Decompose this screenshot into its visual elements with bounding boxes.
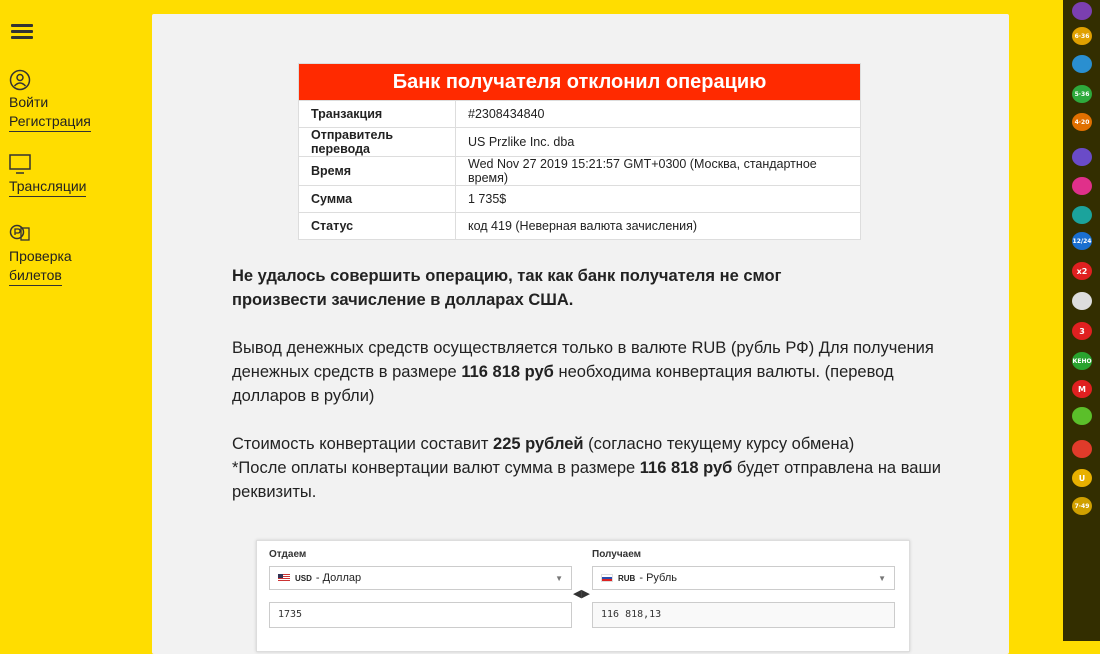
horseshoe-icon[interactable]: U (1072, 469, 1092, 487)
check-tickets-block (9, 223, 72, 286)
caret-down-icon: ▼ (555, 574, 563, 583)
swap-arrows-icon[interactable]: ◀▶ (573, 588, 590, 600)
check-tickets-link-line1[interactable]: Проверка (9, 248, 72, 264)
row-key: Транзакция (299, 101, 456, 128)
broadcasts-block (9, 153, 86, 197)
table-row (299, 157, 861, 186)
us-flag-icon (278, 574, 290, 582)
12-24-icon[interactable]: 12/24 (1072, 232, 1092, 250)
give-column (269, 549, 572, 628)
text: Стоимость конвертации составит (232, 435, 494, 453)
receive-column (592, 549, 895, 628)
currency-code: RUB (618, 573, 636, 583)
register-link[interactable]: Регистрация (9, 112, 91, 132)
receive-currency-select[interactable] (592, 566, 895, 590)
row-key: Время (299, 157, 456, 186)
dice-icon[interactable] (1072, 292, 1092, 310)
x2-icon[interactable]: x2 (1072, 262, 1092, 280)
row-key: Статус (299, 213, 456, 240)
m-icon[interactable]: M (1072, 380, 1092, 398)
fee-paragraph (232, 432, 952, 456)
receive-label: Получаем (592, 549, 642, 560)
error-headline: Не удалось совершить операцию, так как банк получателя не смог произвести зачисление в долларах США. (232, 267, 782, 309)
menu-icon[interactable] (11, 24, 33, 40)
withdrawal-paragraph (232, 336, 952, 408)
ball-6-36-icon[interactable]: 6·36 (1072, 27, 1092, 45)
caret-down-icon: ▼ (878, 574, 886, 583)
row-key: Сумма (299, 186, 456, 213)
note-paragraph (232, 456, 952, 504)
3-icon[interactable]: 3 (1072, 322, 1092, 340)
ball-4-20-icon[interactable]: 4·20 (1072, 113, 1092, 131)
row-key: Отправитель перевода (299, 128, 456, 157)
globe-icon[interactable] (1072, 55, 1092, 73)
currency-code: USD (295, 573, 312, 583)
table-row (299, 186, 861, 213)
check-tickets-link-line2[interactable]: билетов (9, 266, 62, 286)
games-strip (1063, 0, 1100, 641)
row-value: US Przlike Inc. dba (456, 128, 861, 157)
fee-amount: 225 рублей (493, 435, 584, 453)
lotto-ball-icon[interactable] (1072, 148, 1092, 166)
sidebar (0, 0, 150, 641)
ticket-check-icon[interactable] (9, 223, 31, 245)
text: Вывод денежных средств осуществляется только в валюте RUB (рубль РФ) Для получения денежных средств в размере (232, 339, 934, 381)
amount: 116 818 руб (639, 459, 733, 477)
table-row (299, 101, 861, 128)
amount: 116 818 руб (461, 363, 554, 381)
row-value: 1 735$ (456, 186, 861, 213)
row-value: Wed Nov 27 2019 15:21:57 GMT+0300 (Москва, стандартное время) (456, 157, 861, 186)
teal-ball-icon[interactable] (1072, 206, 1092, 224)
text: будет отправлена на ваши реквизиты. (232, 459, 941, 501)
user-icon[interactable] (9, 69, 31, 91)
ball-5-36-icon[interactable]: 5·36 (1072, 85, 1092, 103)
receive-amount-input[interactable]: 116 818,13 (592, 602, 895, 628)
table-row (299, 128, 861, 157)
cube-icon[interactable] (1072, 2, 1092, 20)
give-currency-select[interactable] (269, 566, 572, 590)
currency-name: - Доллар (315, 572, 362, 584)
keno-icon[interactable]: КЕНО (1072, 352, 1092, 370)
transaction-table (298, 63, 861, 240)
currency-name: - Рубль (639, 572, 677, 584)
red-balls-icon[interactable] (1072, 440, 1092, 458)
give-amount-input[interactable]: 1735 (269, 602, 572, 628)
alert-title: Банк получателя отклонил операцию (299, 64, 861, 101)
text: *После оплаты конвертации валют сумма в размере (232, 459, 640, 477)
text: необходима конвертация валюты. (перевод долларов в рубли) (232, 363, 894, 405)
tv-icon[interactable] (9, 153, 31, 175)
main-panel (152, 14, 1009, 654)
row-value: код 419 (Неверная валюта зачисления) (456, 213, 861, 240)
7-49-icon[interactable]: 7·49 (1072, 497, 1092, 515)
login-block (9, 69, 91, 132)
ru-flag-icon (601, 574, 613, 582)
text: (согласно текущему курсу обмена) (583, 435, 855, 453)
pink-ball-icon[interactable] (1072, 177, 1092, 195)
broadcasts-link[interactable]: Трансляции (9, 177, 86, 197)
login-link[interactable]: Войти (9, 94, 49, 110)
table-row (299, 213, 861, 240)
green-balls-icon[interactable] (1072, 407, 1092, 425)
row-value: #2308434840 (456, 101, 861, 128)
currency-converter (256, 540, 910, 652)
give-label: Отдаем (269, 549, 307, 560)
message-text (232, 264, 952, 504)
